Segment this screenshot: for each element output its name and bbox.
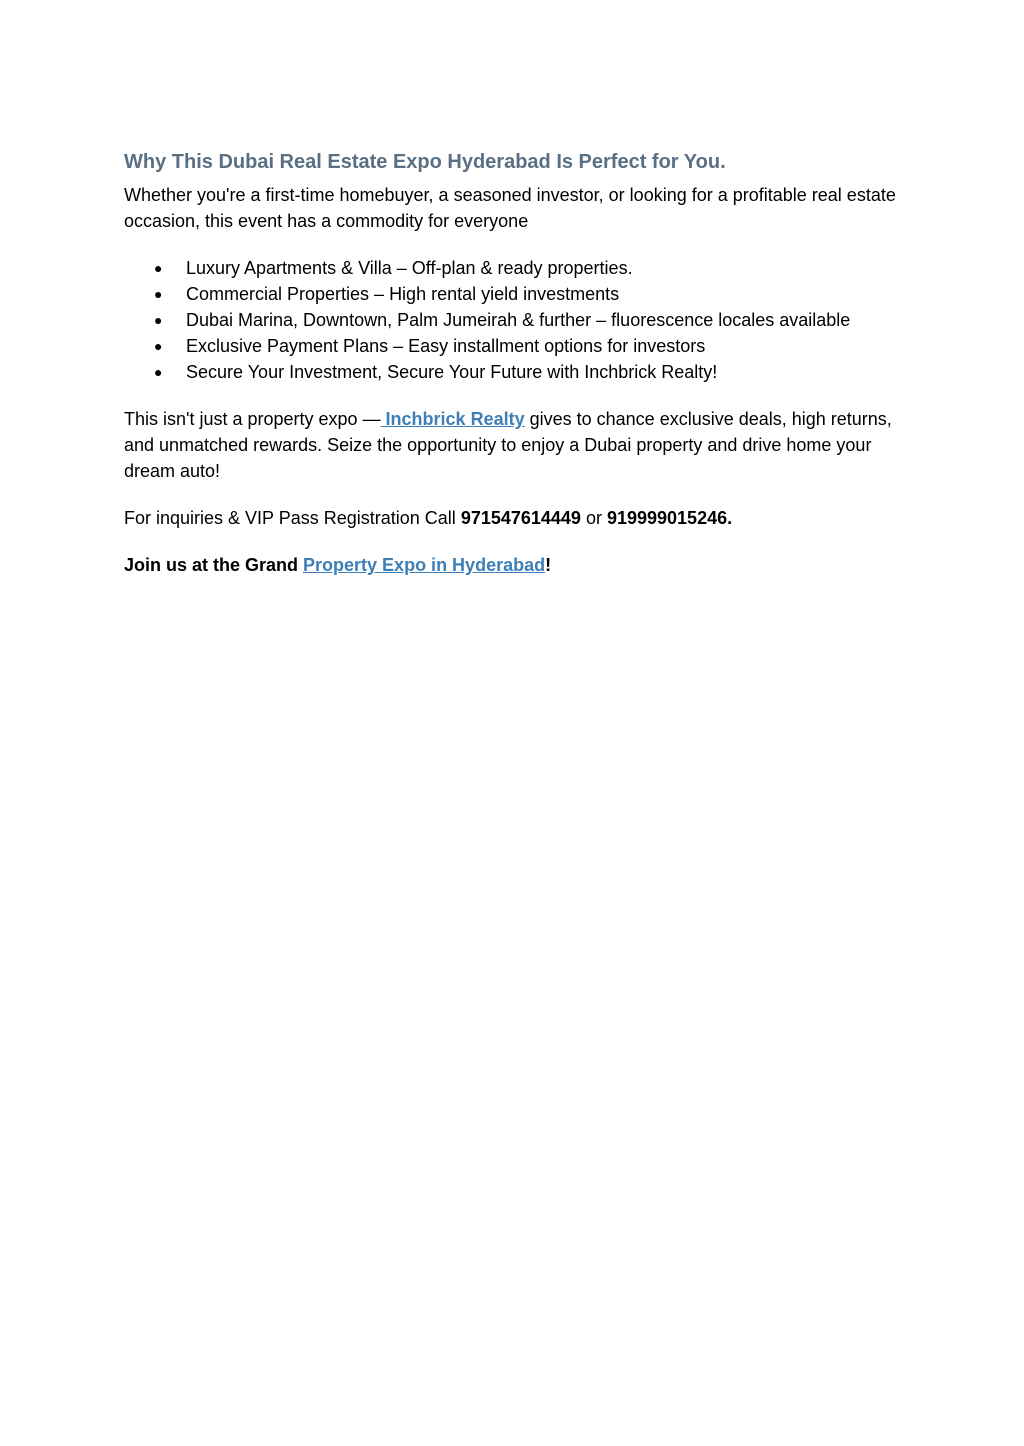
list-item [124,307,904,333]
bullet-icon: ● [154,260,163,276]
join-text-before: Join us at the Grand [124,555,304,575]
property-expo-link[interactable]: Property Expo in Hyderabad [303,555,546,575]
bullet-icon: ● [154,338,163,354]
bullet-icon: ● [154,312,163,328]
phone-number-primary: 971547614449 [460,508,581,528]
bullet-icon: ● [154,286,163,302]
list-item-text: Exclusive Payment Plans – Easy installment options for investors [186,336,706,356]
list-item-text: Secure Your Investment, Secure Your Future with Inchbrick Realty! [186,362,718,382]
join-text-after: ! [545,555,552,575]
list-item [124,333,904,359]
section-heading: Why This Dubai Real Estate Expo Hyderabad Is Perfect for You. [124,151,726,173]
list-item-text: Luxury Apartments & Villa – Off-plan & ready properties. [186,258,633,278]
bullet-icon: ● [154,364,163,380]
expo-paragraph [124,406,904,484]
join-paragraph [124,552,904,578]
expo-text-before: This isn't just a property expo — [124,409,381,429]
list-item [124,281,904,307]
contact-text-middle: or [580,508,607,528]
phone-number-secondary: 919999015246. [606,508,733,528]
list-item [124,359,904,385]
intro-paragraph: Whether you're a first-time homebuyer, a seasoned investor, or looking for a profitable real estate occasion, this event has a commodity for everyone [124,185,896,231]
expo-text-after: gives to chance exclusive deals, high returns, and unmatched rewards. Seize the opportunity to enjoy a Dubai property and drive home your dream auto! [124,409,892,481]
list-item-text: Dubai Marina, Downtown, Palm Jumeirah & further – fluorescence locales available [186,310,851,330]
list-item [124,255,904,281]
document-page [124,148,904,578]
inchbrick-realty-link[interactable]: Inchbrick Realty [380,409,525,429]
contact-paragraph [124,505,904,531]
contact-text-before: For inquiries & VIP Pass Registration Call [124,508,461,528]
feature-list [124,255,904,385]
list-item-text: Commercial Properties – High rental yield investments [186,284,620,304]
